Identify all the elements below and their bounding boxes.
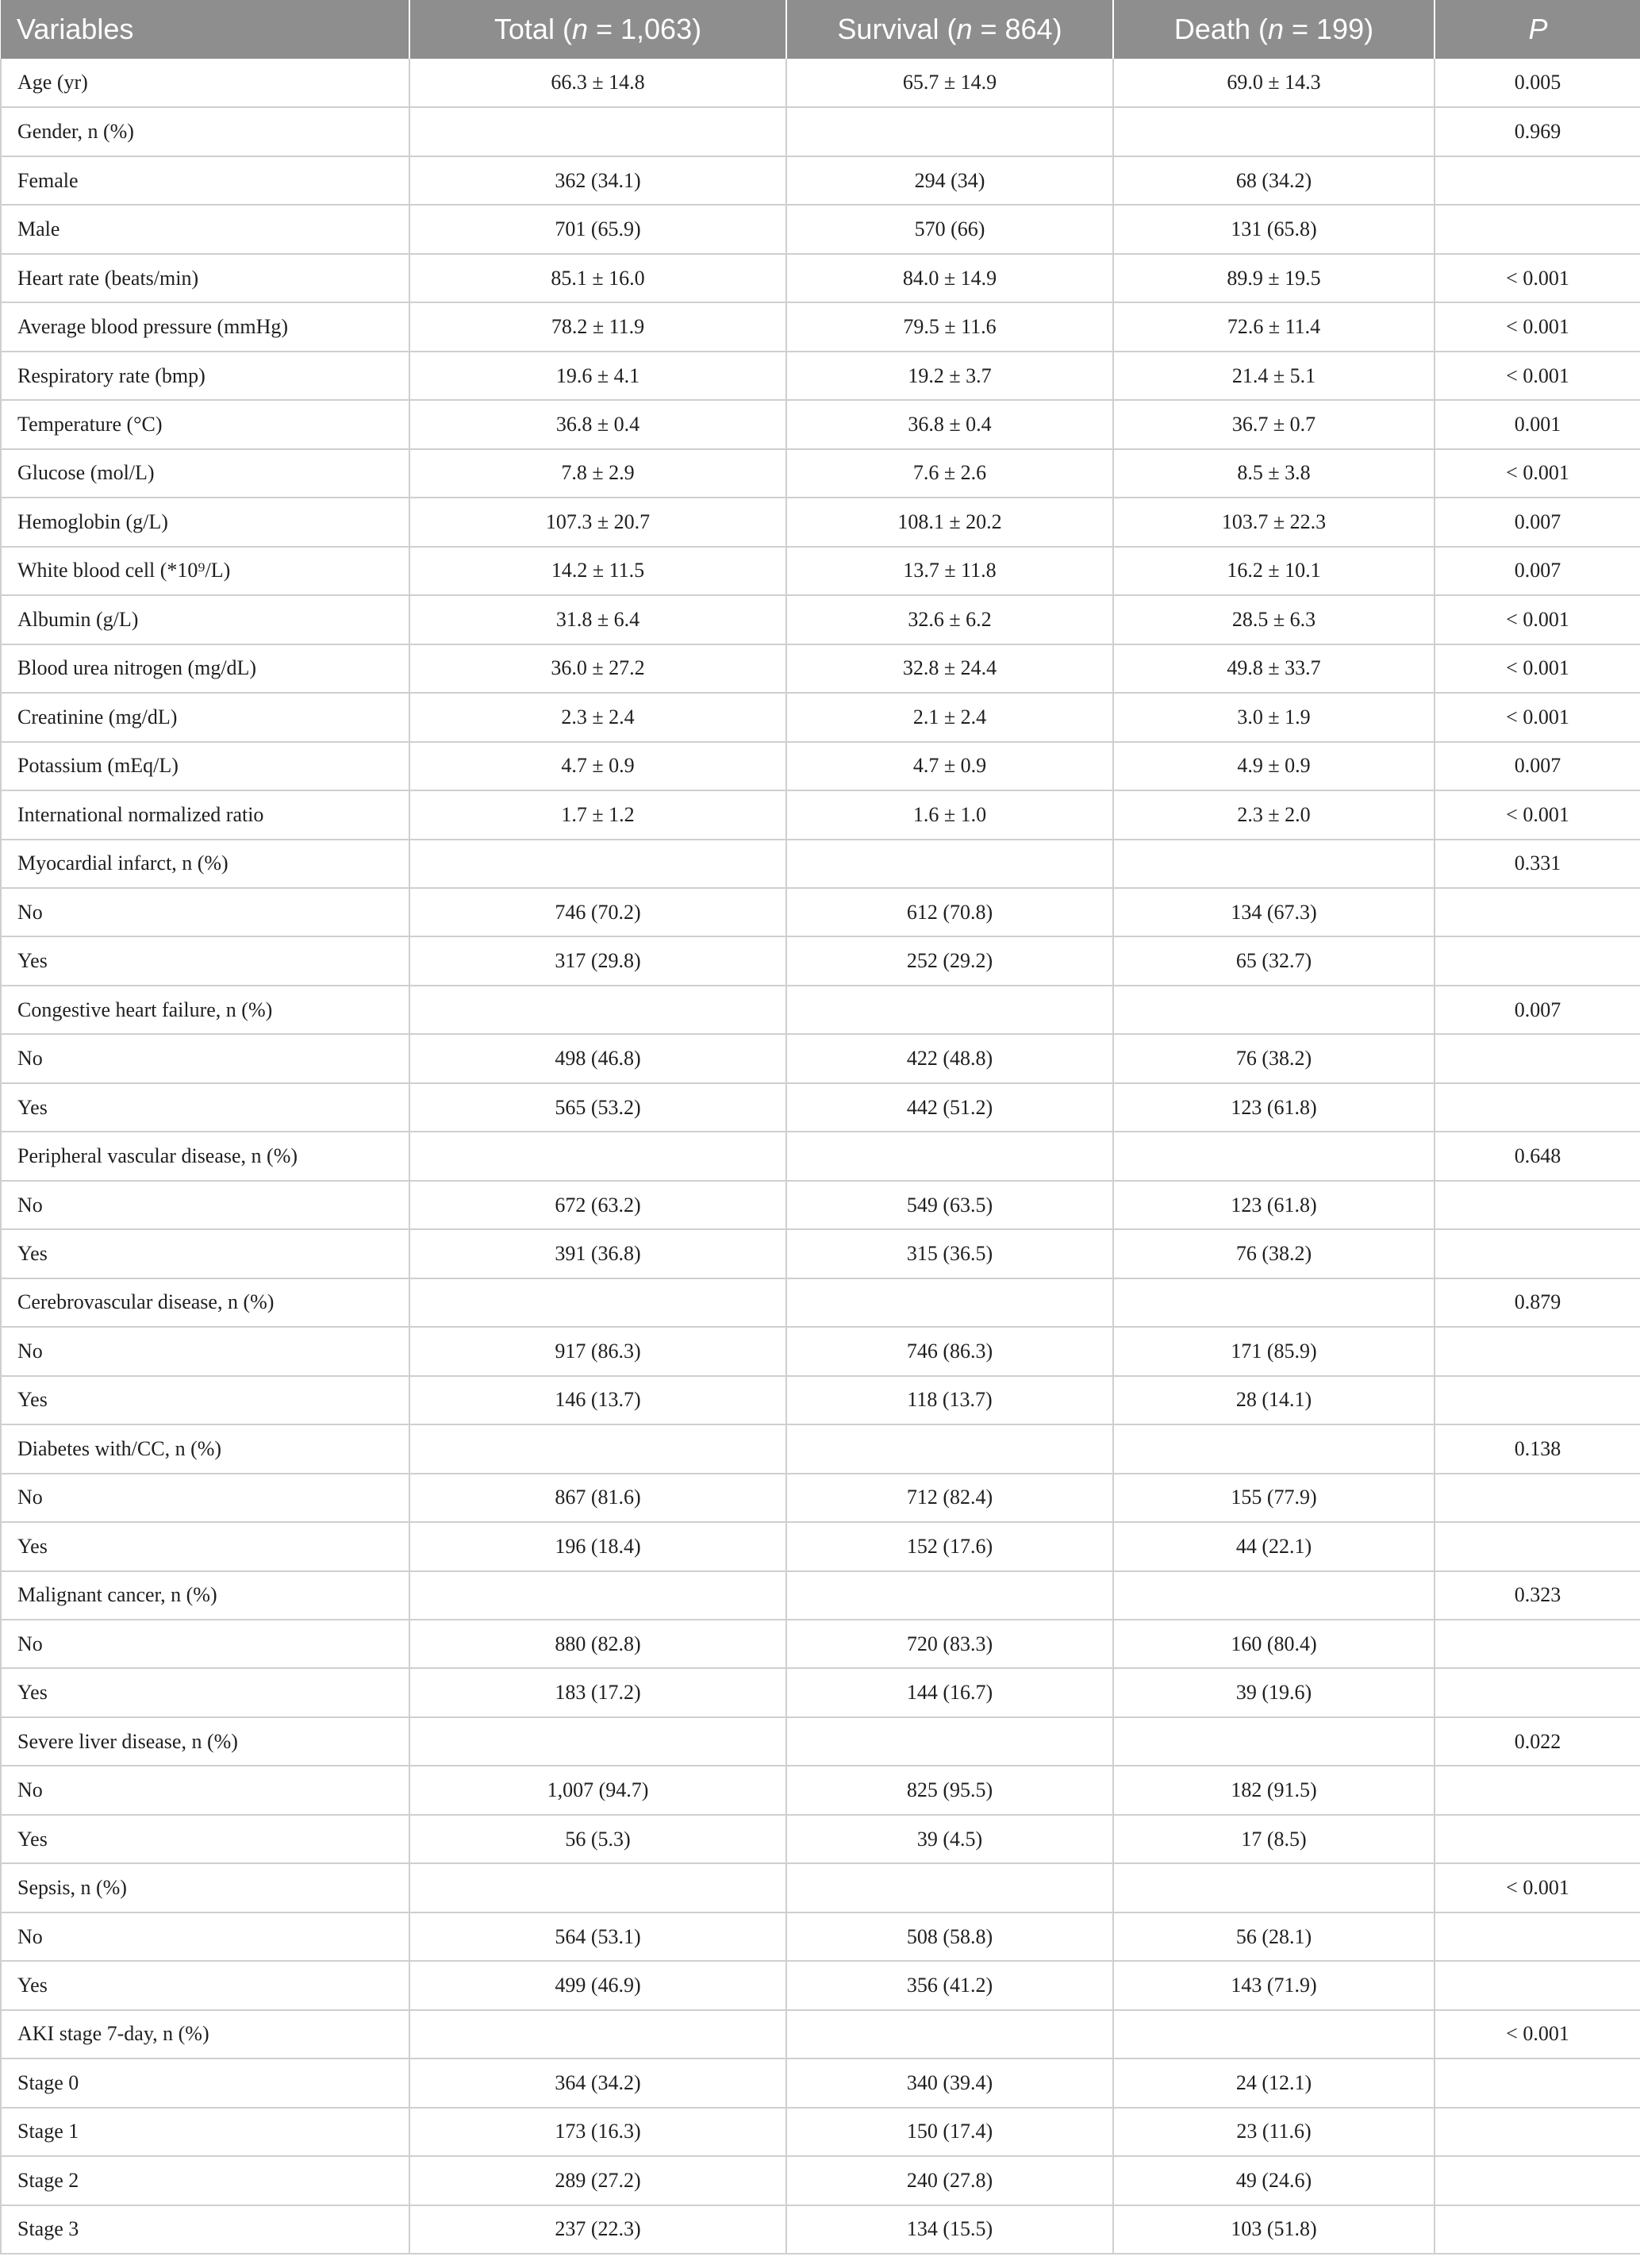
death-cell: 23 (11.6)	[1113, 2108, 1435, 2156]
survival-cell: 39 (4.5)	[786, 1815, 1113, 1863]
total-cell: 19.6 ± 4.1	[409, 352, 786, 400]
p-value-cell: 0.007	[1435, 742, 1640, 790]
table-row	[1, 1961, 1640, 2009]
variable-cell: No	[1, 1766, 409, 1814]
total-cell: 498 (46.8)	[409, 1034, 786, 1082]
table-row	[1, 2058, 1640, 2107]
survival-cell: 442 (51.2)	[786, 1083, 1113, 1132]
variable-cell: Yes	[1, 1668, 409, 1716]
death-cell	[1113, 1132, 1435, 1180]
variable-cell: Heart rate (beats/min)	[1, 254, 409, 302]
total-cell	[409, 840, 786, 888]
table-row	[1, 449, 1640, 498]
survival-cell: 7.6 ± 2.6	[786, 449, 1113, 498]
p-value-cell: 0.022	[1435, 1717, 1640, 1766]
table-row	[1, 1132, 1640, 1180]
table-row	[1, 888, 1640, 936]
p-value-cell	[1435, 2058, 1640, 2107]
variable-cell: Stage 0	[1, 2058, 409, 2107]
variable-cell: Stage 2	[1, 2156, 409, 2205]
total-cell	[409, 1571, 786, 1620]
death-cell: 103.7 ± 22.3	[1113, 498, 1435, 546]
table-row	[1, 595, 1640, 644]
p-value-cell	[1435, 2205, 1640, 2254]
table-row	[1, 1229, 1640, 1278]
p-value-cell: < 0.001	[1435, 254, 1640, 302]
table-header-row	[1, 0, 1640, 59]
death-cell: 131 (65.8)	[1113, 205, 1435, 253]
death-cell: 76 (38.2)	[1113, 1229, 1435, 1278]
header-survival-suffix: = 864)	[972, 13, 1062, 45]
table-row	[1, 1815, 1640, 1863]
table-row	[1, 644, 1640, 693]
table-row	[1, 156, 1640, 205]
p-value-cell	[1435, 1229, 1640, 1278]
header-total-n: n	[571, 13, 588, 45]
death-cell: 171 (85.9)	[1113, 1327, 1435, 1375]
total-cell	[409, 2010, 786, 2058]
survival-cell: 340 (39.4)	[786, 2058, 1113, 2107]
death-cell	[1113, 1571, 1435, 1620]
p-value-cell	[1435, 1668, 1640, 1716]
table-row	[1, 547, 1640, 595]
death-cell: 21.4 ± 5.1	[1113, 352, 1435, 400]
survival-cell: 134 (15.5)	[786, 2205, 1113, 2254]
death-cell: 143 (71.9)	[1113, 1961, 1435, 2009]
death-cell	[1113, 107, 1435, 156]
p-value-cell: < 0.001	[1435, 790, 1640, 839]
survival-cell: 108.1 ± 20.2	[786, 498, 1113, 546]
table-row	[1, 1522, 1640, 1570]
header-survival-n: n	[956, 13, 973, 45]
table-row	[1, 2205, 1640, 2254]
table-row	[1, 2156, 1640, 2205]
p-value-cell: < 0.001	[1435, 449, 1640, 498]
table-row	[1, 1424, 1640, 1473]
total-cell: 1,007 (94.7)	[409, 1766, 786, 1814]
death-cell: 68 (34.2)	[1113, 156, 1435, 205]
death-cell: 44 (22.1)	[1113, 1522, 1435, 1570]
table-body	[1, 59, 1640, 2254]
p-value-cell: < 0.001	[1435, 352, 1640, 400]
variable-cell: Yes	[1, 1376, 409, 1424]
p-value-cell	[1435, 1327, 1640, 1375]
table-row	[1, 936, 1640, 985]
survival-cell: 294 (34)	[786, 156, 1113, 205]
total-cell	[409, 1278, 786, 1327]
survival-cell: 570 (66)	[786, 205, 1113, 253]
survival-cell: 13.7 ± 11.8	[786, 547, 1113, 595]
death-cell: 56 (28.1)	[1113, 1912, 1435, 1961]
table-row	[1, 693, 1640, 741]
death-cell: 72.6 ± 11.4	[1113, 302, 1435, 351]
header-death-prefix: Death (	[1173, 13, 1268, 45]
p-value-cell	[1435, 205, 1640, 253]
table-row	[1, 986, 1640, 1034]
variable-cell: Cerebrovascular disease, n (%)	[1, 1278, 409, 1327]
p-value-cell	[1435, 1815, 1640, 1863]
table-row	[1, 1181, 1640, 1229]
death-cell: 123 (61.8)	[1113, 1083, 1435, 1132]
death-cell: 24 (12.1)	[1113, 2058, 1435, 2107]
survival-cell: 508 (58.8)	[786, 1912, 1113, 1961]
survival-cell: 240 (27.8)	[786, 2156, 1113, 2205]
p-value-cell	[1435, 1181, 1640, 1229]
total-cell: 701 (65.9)	[409, 205, 786, 253]
table-row	[1, 840, 1640, 888]
variable-cell: International normalized ratio	[1, 790, 409, 839]
total-cell: 14.2 ± 11.5	[409, 547, 786, 595]
table-row	[1, 1278, 1640, 1327]
variable-cell: Creatinine (mg/dL)	[1, 693, 409, 741]
death-cell: 16.2 ± 10.1	[1113, 547, 1435, 595]
total-cell: 364 (34.2)	[409, 2058, 786, 2107]
header-total-prefix: Total (	[494, 13, 572, 45]
p-value-cell: 0.007	[1435, 986, 1640, 1034]
table-row	[1, 1327, 1640, 1375]
death-cell: 89.9 ± 19.5	[1113, 254, 1435, 302]
death-cell: 3.0 ± 1.9	[1113, 693, 1435, 741]
survival-cell	[786, 1571, 1113, 1620]
variable-cell: Hemoglobin (g/L)	[1, 498, 409, 546]
variable-cell: Yes	[1, 1961, 409, 2009]
death-cell	[1113, 840, 1435, 888]
total-cell: 146 (13.7)	[409, 1376, 786, 1424]
p-value-cell: 0.969	[1435, 107, 1640, 156]
total-cell: 31.8 ± 6.4	[409, 595, 786, 644]
header-total-suffix: = 1,063)	[587, 13, 702, 45]
total-cell	[409, 107, 786, 156]
death-cell: 134 (67.3)	[1113, 888, 1435, 936]
p-value-cell: 0.648	[1435, 1132, 1640, 1180]
total-cell: 499 (46.9)	[409, 1961, 786, 2009]
table-row	[1, 352, 1640, 400]
survival-cell: 32.8 ± 24.4	[786, 644, 1113, 693]
p-value-cell	[1435, 1474, 1640, 1522]
variable-cell: Myocardial infarct, n (%)	[1, 840, 409, 888]
survival-cell: 422 (48.8)	[786, 1034, 1113, 1082]
p-value-cell	[1435, 1961, 1640, 2009]
table-row	[1, 59, 1640, 107]
variable-cell: Glucose (mol/L)	[1, 449, 409, 498]
survival-cell: 825 (95.5)	[786, 1766, 1113, 1814]
p-value-cell	[1435, 936, 1640, 985]
total-cell: 362 (34.1)	[409, 156, 786, 205]
survival-cell: 252 (29.2)	[786, 936, 1113, 985]
p-value-cell: 0.007	[1435, 547, 1640, 595]
p-value-cell	[1435, 1766, 1640, 1814]
death-cell: 36.7 ± 0.7	[1113, 400, 1435, 448]
death-cell: 2.3 ± 2.0	[1113, 790, 1435, 839]
death-cell: 69.0 ± 14.3	[1113, 59, 1435, 107]
total-cell	[409, 1132, 786, 1180]
table-row	[1, 1083, 1640, 1132]
total-cell: 173 (16.3)	[409, 2108, 786, 2156]
death-cell	[1113, 1863, 1435, 1912]
total-cell: 56 (5.3)	[409, 1815, 786, 1863]
variable-cell: Severe liver disease, n (%)	[1, 1717, 409, 1766]
variable-cell: Stage 3	[1, 2205, 409, 2254]
variable-cell: Potassium (mEq/L)	[1, 742, 409, 790]
survival-cell: 19.2 ± 3.7	[786, 352, 1113, 400]
survival-cell	[786, 107, 1113, 156]
p-value-cell: < 0.001	[1435, 2010, 1640, 2058]
header-survival	[786, 0, 1113, 59]
header-p-value: P	[1435, 0, 1640, 59]
total-cell: 317 (29.8)	[409, 936, 786, 985]
p-value-cell	[1435, 1034, 1640, 1082]
total-cell: 85.1 ± 16.0	[409, 254, 786, 302]
survival-cell	[786, 1863, 1113, 1912]
total-cell: 107.3 ± 20.7	[409, 498, 786, 546]
total-cell: 36.8 ± 0.4	[409, 400, 786, 448]
p-value-cell: 0.007	[1435, 498, 1640, 546]
variable-cell: Male	[1, 205, 409, 253]
table-row	[1, 302, 1640, 351]
total-cell	[409, 1863, 786, 1912]
header-survival-prefix: Survival (	[837, 13, 957, 45]
survival-cell	[786, 1278, 1113, 1327]
p-value-cell	[1435, 156, 1640, 205]
table-row	[1, 254, 1640, 302]
table-row	[1, 400, 1640, 448]
table-row	[1, 1620, 1640, 1668]
variable-cell: AKI stage 7-day, n (%)	[1, 2010, 409, 2058]
header-death	[1113, 0, 1435, 59]
p-value-cell: 0.005	[1435, 59, 1640, 107]
survival-cell: 84.0 ± 14.9	[786, 254, 1113, 302]
p-value-cell: < 0.001	[1435, 693, 1640, 741]
survival-cell: 612 (70.8)	[786, 888, 1113, 936]
death-cell: 123 (61.8)	[1113, 1181, 1435, 1229]
p-value-cell	[1435, 888, 1640, 936]
total-cell: 565 (53.2)	[409, 1083, 786, 1132]
total-cell: 1.7 ± 1.2	[409, 790, 786, 839]
death-cell: 8.5 ± 3.8	[1113, 449, 1435, 498]
p-value-cell	[1435, 1620, 1640, 1668]
survival-cell: 65.7 ± 14.9	[786, 59, 1113, 107]
table-row	[1, 1766, 1640, 1814]
survival-cell	[786, 1717, 1113, 1766]
survival-cell: 32.6 ± 6.2	[786, 595, 1113, 644]
variable-cell: Diabetes with/CC, n (%)	[1, 1424, 409, 1473]
total-cell: 867 (81.6)	[409, 1474, 786, 1522]
table-row	[1, 498, 1640, 546]
death-cell: 76 (38.2)	[1113, 1034, 1435, 1082]
variable-cell: No	[1, 1912, 409, 1961]
death-cell	[1113, 1717, 1435, 1766]
survival-cell: 746 (86.3)	[786, 1327, 1113, 1375]
table-row	[1, 1376, 1640, 1424]
total-cell	[409, 1717, 786, 1766]
survival-cell	[786, 1132, 1113, 1180]
variable-cell: Average blood pressure (mmHg)	[1, 302, 409, 351]
total-cell: 78.2 ± 11.9	[409, 302, 786, 351]
death-cell	[1113, 986, 1435, 1034]
p-value-cell	[1435, 1083, 1640, 1132]
p-value-cell: 0.001	[1435, 400, 1640, 448]
variable-cell: Peripheral vascular disease, n (%)	[1, 1132, 409, 1180]
variable-cell: No	[1, 1034, 409, 1082]
survival-cell: 152 (17.6)	[786, 1522, 1113, 1570]
header-total	[409, 0, 786, 59]
survival-cell	[786, 2010, 1113, 2058]
header-variables: Variables	[1, 0, 409, 59]
variable-cell: Yes	[1, 1522, 409, 1570]
survival-cell: 36.8 ± 0.4	[786, 400, 1113, 448]
death-cell: 49.8 ± 33.7	[1113, 644, 1435, 693]
table-row	[1, 790, 1640, 839]
survival-cell: 118 (13.7)	[786, 1376, 1113, 1424]
table-row	[1, 1863, 1640, 1912]
p-value-cell: < 0.001	[1435, 644, 1640, 693]
p-value-cell	[1435, 2108, 1640, 2156]
header-death-n: n	[1267, 13, 1284, 45]
survival-cell: 356 (41.2)	[786, 1961, 1113, 2009]
total-cell: 66.3 ± 14.8	[409, 59, 786, 107]
survival-cell: 150 (17.4)	[786, 2108, 1113, 2156]
death-cell: 160 (80.4)	[1113, 1620, 1435, 1668]
table-row	[1, 2108, 1640, 2156]
survival-cell: 2.1 ± 2.4	[786, 693, 1113, 741]
table-row	[1, 1912, 1640, 1961]
survival-cell: 720 (83.3)	[786, 1620, 1113, 1668]
survival-cell: 144 (16.7)	[786, 1668, 1113, 1716]
total-cell: 2.3 ± 2.4	[409, 693, 786, 741]
variable-cell: Blood urea nitrogen (mg/dL)	[1, 644, 409, 693]
p-value-cell: 0.879	[1435, 1278, 1640, 1327]
death-cell: 28.5 ± 6.3	[1113, 595, 1435, 644]
table-row	[1, 2010, 1640, 2058]
p-value-cell: 0.138	[1435, 1424, 1640, 1473]
header-death-suffix: = 199)	[1284, 13, 1374, 45]
death-cell: 28 (14.1)	[1113, 1376, 1435, 1424]
survival-cell: 1.6 ± 1.0	[786, 790, 1113, 839]
total-cell: 391 (36.8)	[409, 1229, 786, 1278]
total-cell: 36.0 ± 27.2	[409, 644, 786, 693]
variable-cell: Temperature (°C)	[1, 400, 409, 448]
variable-cell: Yes	[1, 1229, 409, 1278]
variable-cell: Congestive heart failure, n (%)	[1, 986, 409, 1034]
total-cell: 917 (86.3)	[409, 1327, 786, 1375]
p-value-cell: < 0.001	[1435, 595, 1640, 644]
total-cell: 4.7 ± 0.9	[409, 742, 786, 790]
variable-cell: Yes	[1, 1815, 409, 1863]
table-row	[1, 205, 1640, 253]
survival-cell	[786, 840, 1113, 888]
p-value-cell	[1435, 1522, 1640, 1570]
variable-cell: White blood cell (*10⁹/L)	[1, 547, 409, 595]
total-cell: 289 (27.2)	[409, 2156, 786, 2205]
variable-cell: Stage 1	[1, 2108, 409, 2156]
variable-cell: No	[1, 1474, 409, 1522]
table-row	[1, 742, 1640, 790]
survival-cell: 315 (36.5)	[786, 1229, 1113, 1278]
p-value-cell: < 0.001	[1435, 1863, 1640, 1912]
variable-cell: Yes	[1, 1083, 409, 1132]
total-cell	[409, 1424, 786, 1473]
variable-cell: Albumin (g/L)	[1, 595, 409, 644]
survival-cell: 4.7 ± 0.9	[786, 742, 1113, 790]
death-cell	[1113, 1278, 1435, 1327]
variable-cell: No	[1, 1327, 409, 1375]
table-row	[1, 1571, 1640, 1620]
death-cell: 4.9 ± 0.9	[1113, 742, 1435, 790]
variable-cell: Respiratory rate (bmp)	[1, 352, 409, 400]
death-cell: 155 (77.9)	[1113, 1474, 1435, 1522]
death-cell: 17 (8.5)	[1113, 1815, 1435, 1863]
variable-cell: Yes	[1, 936, 409, 985]
table-row	[1, 1034, 1640, 1082]
table-row	[1, 1717, 1640, 1766]
total-cell: 183 (17.2)	[409, 1668, 786, 1716]
death-cell: 182 (91.5)	[1113, 1766, 1435, 1814]
death-cell	[1113, 1424, 1435, 1473]
survival-cell: 549 (63.5)	[786, 1181, 1113, 1229]
variable-cell: Gender, n (%)	[1, 107, 409, 156]
table-row	[1, 1668, 1640, 1716]
p-value-cell: 0.331	[1435, 840, 1640, 888]
variable-cell: Malignant cancer, n (%)	[1, 1571, 409, 1620]
table-row	[1, 107, 1640, 156]
variable-cell: Female	[1, 156, 409, 205]
p-value-cell: 0.323	[1435, 1571, 1640, 1620]
variable-cell: Sepsis, n (%)	[1, 1863, 409, 1912]
total-cell: 196 (18.4)	[409, 1522, 786, 1570]
total-cell: 672 (63.2)	[409, 1181, 786, 1229]
p-value-cell: < 0.001	[1435, 302, 1640, 351]
variable-cell: No	[1, 1620, 409, 1668]
total-cell: 564 (53.1)	[409, 1912, 786, 1961]
survival-cell	[786, 1424, 1113, 1473]
total-cell: 880 (82.8)	[409, 1620, 786, 1668]
death-cell: 65 (32.7)	[1113, 936, 1435, 985]
death-cell: 103 (51.8)	[1113, 2205, 1435, 2254]
death-cell	[1113, 2010, 1435, 2058]
death-cell: 39 (19.6)	[1113, 1668, 1435, 1716]
table-row	[1, 1474, 1640, 1522]
total-cell: 237 (22.3)	[409, 2205, 786, 2254]
total-cell: 7.8 ± 2.9	[409, 449, 786, 498]
variable-cell: No	[1, 888, 409, 936]
survival-cell: 712 (82.4)	[786, 1474, 1113, 1522]
variable-cell: Age (yr)	[1, 59, 409, 107]
survival-cell: 79.5 ± 11.6	[786, 302, 1113, 351]
p-value-cell	[1435, 1912, 1640, 1961]
survival-cell	[786, 986, 1113, 1034]
death-cell: 49 (24.6)	[1113, 2156, 1435, 2205]
variable-cell: No	[1, 1181, 409, 1229]
total-cell	[409, 986, 786, 1034]
total-cell: 746 (70.2)	[409, 888, 786, 936]
p-value-cell	[1435, 2156, 1640, 2205]
p-value-cell	[1435, 1376, 1640, 1424]
